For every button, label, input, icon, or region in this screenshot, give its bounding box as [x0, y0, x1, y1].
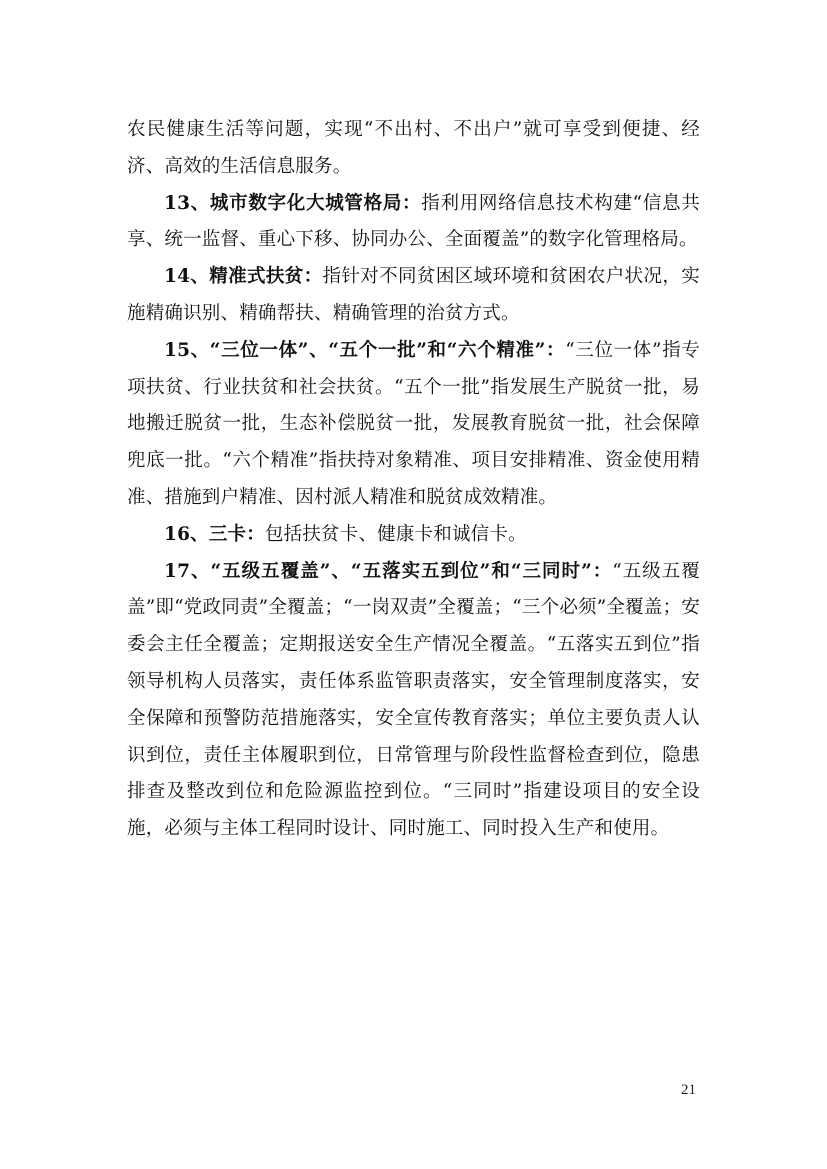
page-number: 21 — [681, 1082, 696, 1098]
definition-text: 包括扶贫卡、健康卡和诚信卡。 — [264, 523, 527, 545]
definition-item-15 — [127, 333, 700, 517]
definition-item-14 — [127, 259, 700, 333]
definition-term: 15、“三位一体”、“五个一批”和“六个精准”： — [164, 339, 566, 361]
definition-text: “五级五覆盖”即“党政同责”全覆盖；“一岗双责”全覆盖；“三个必须”全覆盖；安委会主任全覆盖；定期报送安全生产情况全覆盖。“五落实五到位”指领导机构人员落实，责任体系监管职责落实，安全管理制度落实，安全保障和预警防范措施落实，安全宣传教育落实；单位主要负责人认识到位，责任主体履职到位，日常管理与阶段性监督检查到位，隐患排查及整改到位和危险源监控到位。“三同时”指建设项目的安全设施，必须与主体工程同时设计、同时施工、同时投入生产和使用。 — [127, 560, 700, 840]
paragraph-text: 农民健康生活等问题，实现“不出村、不出户”就可享受到便捷、经济、高效的生活信息服务。 — [127, 119, 700, 177]
definition-item-16 — [127, 517, 700, 554]
definition-item-17 — [127, 554, 700, 848]
definition-term: 14、精准式扶贫： — [164, 266, 323, 288]
definition-item-13 — [127, 186, 700, 260]
definition-text: 指利用网络信息技术构建“信息共享、统一监督、重心下移、协同办公、全面覆盖”的数字化管理格局。 — [127, 192, 700, 251]
definition-term: 13、城市数字化大城管格局： — [164, 192, 422, 214]
definition-term: 17、“五级五覆盖”、“五落实五到位”和“三同时”： — [164, 560, 613, 582]
definition-text: 指针对不同贫困区域环境和贫困农户状况，实施精确识别、精确帮扶、精确管理的治贫方式。 — [127, 266, 700, 324]
document-body — [127, 112, 700, 848]
definition-term: 16、三卡： — [164, 523, 265, 545]
paragraph-continuation — [127, 112, 700, 186]
definition-text: “三位一体”指专项扶贫、行业扶贫和社会扶贫。“五个一批”指发展生产脱贫一批，易地搬迁脱贫一批，生态补偿脱贫一批，发展教育脱贫一批，社会保障兜底一批。“六个精准”指扶持对象精准、项目安排精准、资金使用精准、措施到户精准、因村派人精准和脱贫成效精准。 — [127, 339, 700, 508]
